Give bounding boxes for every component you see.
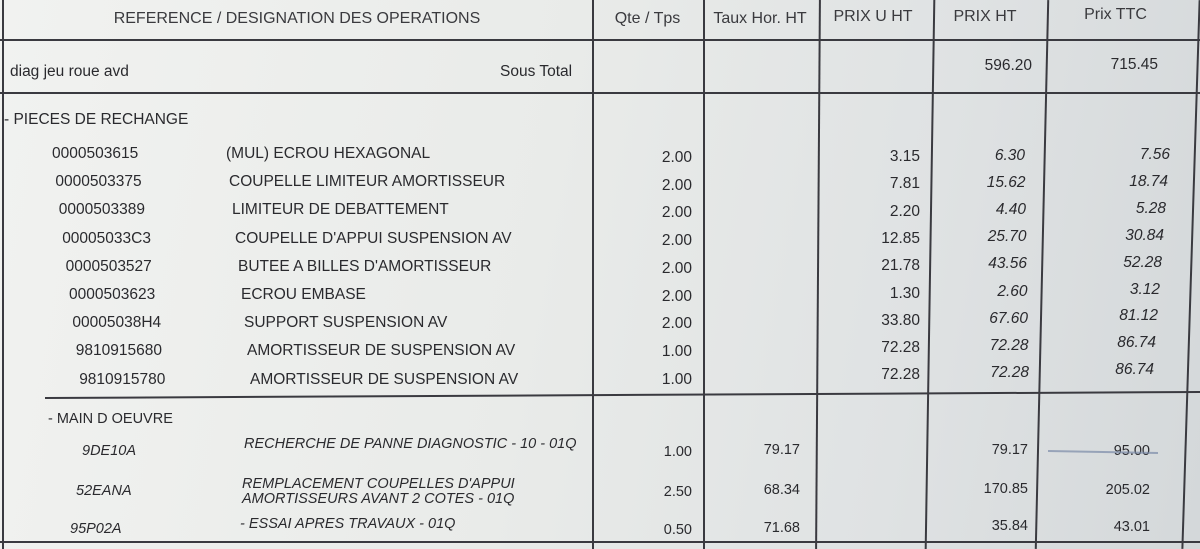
labor-section-title: - MAIN D OEUVRE xyxy=(48,411,173,427)
subtotal-caption: Sous Total xyxy=(500,63,573,80)
part-prix-u: 2.20 xyxy=(889,202,920,220)
labor-qte: 0.50 xyxy=(663,522,692,538)
column-divider xyxy=(703,0,705,549)
labor-designation: - ESSAI APRES TRAVAUX - 01Q xyxy=(240,516,456,532)
labor-prix-ttc: 43.01 xyxy=(1113,519,1150,535)
part-designation: LIMITEUR DE DEBATTEMENT xyxy=(232,201,449,219)
labor-prix-ht: 79.17 xyxy=(991,442,1028,458)
column-divider xyxy=(925,0,935,549)
part-ref: 00005033C3 xyxy=(62,229,151,247)
part-prix-ttc: 7.56 xyxy=(1139,146,1170,163)
parts-section-title: - PIECES DE RECHANGE xyxy=(4,111,189,128)
labor-prix-ht: 170.85 xyxy=(983,481,1028,497)
part-prix-ht: 15.62 xyxy=(986,174,1026,192)
labor-ref: 9DE10A xyxy=(82,443,137,459)
labor-designation: RECHERCHE DE PANNE DIAGNOSTIC - 10 - 01Q xyxy=(244,436,577,452)
header-prix-ttc: Prix TTC xyxy=(1084,6,1147,23)
labor-taux: 79.17 xyxy=(763,442,800,458)
part-ref: 0000503615 xyxy=(52,145,139,162)
part-prix-u: 7.81 xyxy=(889,175,920,193)
part-qte: 2.00 xyxy=(661,232,692,250)
labor-ref: 52EANA xyxy=(76,483,132,499)
part-prix-ht: 67.60 xyxy=(989,309,1028,327)
part-prix-u: 3.15 xyxy=(889,148,920,165)
part-ref: 9810915780 xyxy=(79,370,166,388)
header-prix-u: PRIX U HT xyxy=(833,8,913,25)
part-prix-ht: 72.28 xyxy=(989,336,1029,354)
part-prix-ttc: 18.74 xyxy=(1129,172,1168,190)
part-ref: 00005038H4 xyxy=(72,314,162,332)
column-divider xyxy=(592,0,594,549)
part-prix-u: 33.80 xyxy=(881,311,920,329)
part-qte: 1.00 xyxy=(661,342,692,360)
part-prix-ht: 25.70 xyxy=(987,228,1027,246)
part-prix-ht: 2.60 xyxy=(997,282,1028,300)
part-designation: ECROU EMBASE xyxy=(241,286,366,303)
section-rule xyxy=(45,391,1200,399)
part-designation: SUPPORT SUSPENSION AV xyxy=(244,314,448,332)
part-designation: (MUL) ECROU HEXAGONAL xyxy=(226,145,431,162)
part-prix-ttc: 3.12 xyxy=(1129,280,1160,298)
labor-designation: REMPLACEMENT COUPELLES D'APPUI AMORTISSEURS AVANT 2 COTES - 01Q xyxy=(242,476,515,507)
part-prix-ttc: 86.74 xyxy=(1115,361,1154,379)
part-designation: COUPELLE D'APPUI SUSPENSION AV xyxy=(235,229,512,247)
labor-qte: 2.50 xyxy=(663,484,692,500)
part-prix-u: 72.28 xyxy=(881,339,920,357)
table-border-left xyxy=(2,0,4,549)
part-ref: 0000503527 xyxy=(65,257,152,275)
part-designation: BUTEE A BILLES D'AMORTISSEUR xyxy=(238,257,492,275)
part-qte: 1.00 xyxy=(661,370,692,388)
column-divider xyxy=(1035,0,1049,549)
part-prix-u: 1.30 xyxy=(889,284,920,302)
subtotal-prix-ttc: 715.45 xyxy=(1110,56,1158,73)
part-ref: 9810915680 xyxy=(75,342,163,360)
part-prix-ht: 72.28 xyxy=(990,363,1029,381)
part-prix-ttc: 86.74 xyxy=(1117,334,1156,352)
header-taux: Taux Hor. HT xyxy=(713,10,807,27)
part-qte: 2.00 xyxy=(661,176,692,194)
labor-taux: 71.68 xyxy=(763,520,800,536)
part-qte: 2.00 xyxy=(661,315,692,333)
labor-taux: 68.34 xyxy=(763,482,800,498)
part-ref: 0000503623 xyxy=(69,286,156,303)
part-qte: 2.00 xyxy=(661,259,692,277)
part-designation: AMORTISSEUR DE SUSPENSION AV xyxy=(247,342,516,360)
part-prix-ht: 4.40 xyxy=(995,201,1026,219)
part-prix-ht: 6.30 xyxy=(994,147,1025,164)
header-rule xyxy=(0,39,1200,41)
bottom-rule xyxy=(0,541,1200,543)
part-qte: 2.00 xyxy=(661,287,692,305)
part-designation: AMORTISSEUR DE SUSPENSION AV xyxy=(250,370,519,388)
labor-ref: 95P02A xyxy=(70,521,122,537)
part-prix-ht: 43.56 xyxy=(988,255,1027,273)
part-prix-u: 21.78 xyxy=(881,257,920,275)
part-prix-ttc: 81.12 xyxy=(1119,307,1158,325)
header-prix-ht: PRIX HT xyxy=(953,8,1017,25)
part-prix-u: 72.28 xyxy=(881,366,920,384)
labor-prix-ht: 35.84 xyxy=(991,518,1028,534)
column-divider xyxy=(1181,0,1200,549)
subtotal-label: diag jeu roue avd xyxy=(10,63,129,80)
part-qte: 2.00 xyxy=(661,204,692,222)
part-prix-ttc: 5.28 xyxy=(1135,199,1166,217)
part-prix-ttc: 30.84 xyxy=(1125,226,1164,244)
subtotal-prix-ht: 596.20 xyxy=(984,57,1032,74)
subtotal-rule xyxy=(0,92,1200,94)
labor-prix-ttc: 205.02 xyxy=(1105,482,1150,498)
part-ref: 0000503389 xyxy=(58,201,146,219)
part-prix-ttc: 52.28 xyxy=(1123,253,1162,271)
part-designation: COUPELLE LIMITEUR AMORTISSEUR xyxy=(229,173,506,191)
labor-qte: 1.00 xyxy=(663,444,692,460)
part-prix-u: 12.85 xyxy=(881,229,920,247)
part-qte: 2.00 xyxy=(661,149,692,166)
part-ref: 0000503375 xyxy=(55,173,142,191)
header-reference: REFERENCE / DESIGNATION DES OPERATIONS xyxy=(113,10,481,27)
header-qte: Qte / Tps xyxy=(614,10,681,27)
